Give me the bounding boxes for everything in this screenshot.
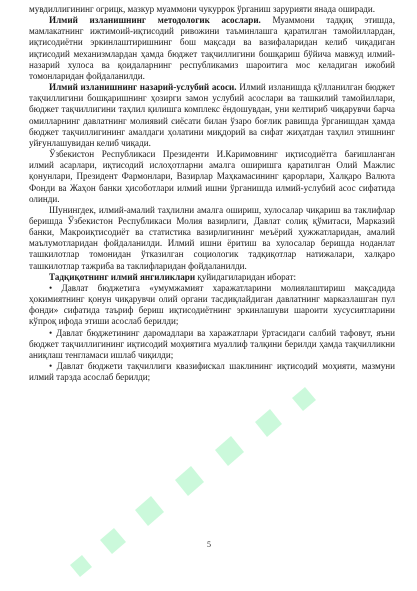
paragraph-6: Тадқиқотнинг илмий янгиликлари қуйидагиларидан иборат: [49,271,296,282]
bullet-item-2: • Давлат бюджетининг даромадлари ва харажатлари ўртасидаги салбий тафовут, яъни бюджет тақчиллигининг иқтисодий моҳиятига муаллиф талқини берилди ҳамда тақчилликни аниқлаш тенгламаси ишлаб чиқилди; [29,327,395,360]
paragraph-heading: Илмий изланишнинг методологик асослари. [49,15,261,26]
paragraph-heading: Тадқиқотнинг илмий янгиликлари [49,271,196,282]
body-text [29,4,395,383]
page-number: 5 [207,540,211,549]
bullet-item-1: • Давлат бюджетига «умумжамият харажатларини молиялаштириш мақсадида ҳокимиятнинг қонун чиқарувчи олий органи тасдиқлайдиган давлатнинг марказлашган пул фонди» сифатида таъриф бериш иқтисодиётнинг эркинлашуви шароити хусусиятларини кўпроқ ифода этиши асослаб берилди; [29,282,395,327]
bullet-icon: • [49,327,53,338]
paragraph-1: мувдиллигининг огрицк, мазкур муаммони чукуррок ўрганиш зарурияти янада оширади. [29,4,376,14]
paragraph-3: Илмий изланишнинг назарий-услубий асоси. Илмий изланишда қўлланилган бюджет тақчиллигини бошқаришнинг ҳозирги замон услубий асослари ва ташкилий тамойиллари, бюджет тақчиллигини таҳлил қилишга комплекс ёндошувдан, уни келтириб чиқарувчи барча омилларнинг давлатнинг молиявий сиёсати билан ўзаро боғлик равишда ўрганишдан ҳамда бюджет тақчиллигининг амалдаги ҳолатини миқдорий ва сифат жиҳатдан таҳлил этишнинг уйғунлашувидан келиб чиқади. [29,82,396,148]
bullet-icon: • [49,361,53,371]
paragraph-heading: Илмий изланишнинг назарий-услубий асоси. [49,82,237,93]
bullet-item-3: • Давлат бюджети тақчиллиги квазифискал шаклининг иқтисодий моҳияти, мазмуни илмий тарзда асослаб берилди; [29,361,395,383]
paragraph-5: Шунингдек, илмий-амалий таҳлилни амалга ошириш, хулосалар чиқариш ва таклифлар беришда Ўзбекистон Республикаси Молия вазирлиги, Давлат солиқ қўмитаси, Марказий банки, Макроиқтисодиёт ва статистика вазирлигининг меъёрий ҳужжатларидан, амалий маълумотларидан фойдаланилди. Илмий ишни ёритиш ва хулосалар беришда ноданлат ташкилотлар томонидан ўтказилган социологик тадқиқотлар натижалари, халқаро ташкилотлар тажриба ва таклифларидан фойдаланилди. [29,204,395,271]
bullet-icon: • [49,282,53,293]
paragraph-4: Ўзбекистон Республикаси Президенти И.Каримовнинг иқтисодиётга бағишланган илмий асарлари, иқтисодий ислоҳотларни амалга оширишга қаратилган Олий Мажлис қонунлари, Президент Фармонлари, Вазирлар Маҳкамасининг қарорлари, Халқаро Валюта Фонди ва Жаҳон банки ҳисоботлари илмий ишни ўрганишда илмий-услубий асос сифатида олинди. [29,149,395,204]
paragraph-2: Илмий изланишнинг методологик асослари. Муаммони тадқиқ этишда, мамлакатнинг ижтимоий-иқтисодий ривожини таъминлашга қаратилган тамойиллардан, иқтисодиётни эркинлаштиришнинг бош мақсади ва вазифаларидан келиб чиқадиган иқтисодий механизмлардан ҳамда бюджет тақчиллигини бошқариш бўйича мавжуд илмий-назарий хулоса ва қоидаларнинг республикамиз шароитига мос келадиган ижобий томонларидан фойдаланилди. [29,15,395,81]
